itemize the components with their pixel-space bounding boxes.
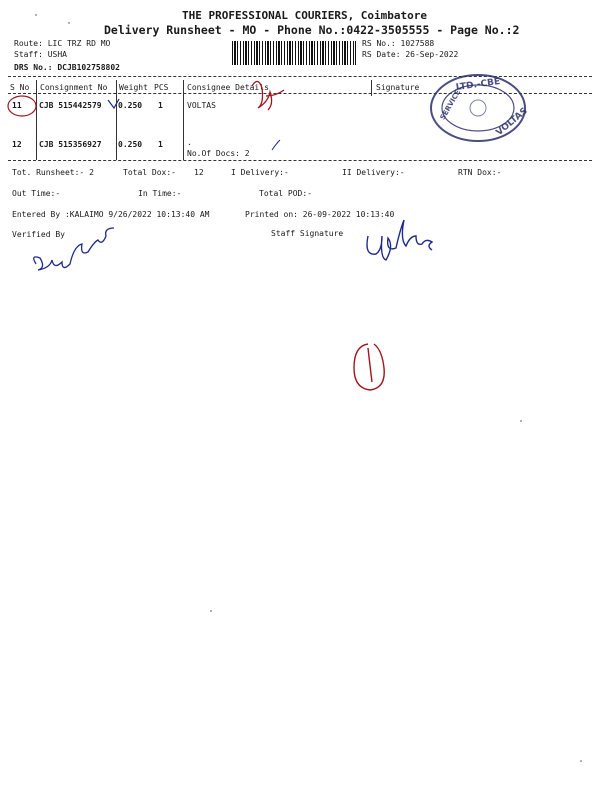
i-delivery-label: I Delivery:- <box>231 168 289 177</box>
row-weight: 0.250 <box>118 140 143 149</box>
rs-number: RS No.: 1027588 <box>362 39 435 48</box>
col-header-consignee: Consignee Details <box>187 83 269 92</box>
ii-delivery-label: II Delivery:- <box>342 168 405 177</box>
scan-speck <box>580 760 582 762</box>
company-name: THE PROFESSIONAL COURIERS, Coimbatore <box>182 9 428 22</box>
runsheet-title: Delivery Runsheet - MO - Phone No.:0422-3505555 - Page No.:2 <box>104 23 520 37</box>
col-header-pcs: PCS <box>154 83 169 92</box>
row-consignee: . <box>187 138 192 147</box>
svg-text:LTD.-CBE: LTD.-CBE <box>455 76 501 94</box>
total-runsheet: Tot. Runsheet:- 2 <box>12 168 94 177</box>
total-dox-value: 12 <box>194 168 204 177</box>
no-of-docs: No.Of Docs: 2 <box>187 149 250 158</box>
scan-speck <box>520 420 522 422</box>
row-weight: 0.250 <box>118 101 143 110</box>
row-sno: 12 <box>12 140 22 149</box>
row-consignment: CJB 515356927 <box>39 140 102 149</box>
in-time-label: In Time:- <box>138 189 182 198</box>
rtn-dox-label: RTN Dox:- <box>458 168 502 177</box>
entered-by: Entered By :KALAIMO 9/26/2022 10:13:40 AM <box>12 210 210 219</box>
red-circle-mark <box>8 96 36 116</box>
drs-number: DRS No.: DCJB102758802 <box>14 63 120 72</box>
verified-signature <box>34 228 114 270</box>
staff-signature-ink <box>367 220 432 260</box>
row-sno: 11 <box>12 101 22 110</box>
total-dox-label: Total Dox:- <box>123 168 176 177</box>
row-consignee: VOLTAS <box>187 101 216 110</box>
rs-date: RS Date: 26-Sep-2022 <box>362 50 459 59</box>
scan-speck <box>210 610 212 612</box>
out-time-label: Out Time:- <box>12 189 61 198</box>
scan-speck <box>35 14 37 16</box>
col-header-consignment: Consignment No <box>40 83 108 92</box>
svg-text:VOLTAS: VOLTAS <box>494 106 530 139</box>
route-label: Route: LIC TRZ RD MO <box>14 39 111 48</box>
staff-signature-label: Staff Signature <box>271 229 344 238</box>
col-header-weight: Weight <box>119 83 148 92</box>
staff-label: Staff: USHA <box>14 50 67 59</box>
col-header-signature: Signature <box>376 83 420 92</box>
pen-slash-mark <box>272 140 280 150</box>
row-consignment: CJB 515442579 <box>39 101 102 110</box>
verified-by-label: Verified By <box>12 230 65 239</box>
total-pod-label: Total POD:- <box>259 189 312 198</box>
row-pcs: 1 <box>158 140 163 149</box>
tick-mark <box>108 99 119 108</box>
red-initials-mark <box>252 81 284 110</box>
row-pcs: 1 <box>158 101 163 110</box>
printed-on: Printed on: 26-09-2022 10:13:40 <box>245 210 395 219</box>
red-annotation-mark <box>354 344 384 390</box>
col-header-sno: S No <box>10 83 30 92</box>
scan-speck <box>68 22 70 24</box>
svg-text:SERVICE: SERVICE <box>438 88 463 122</box>
